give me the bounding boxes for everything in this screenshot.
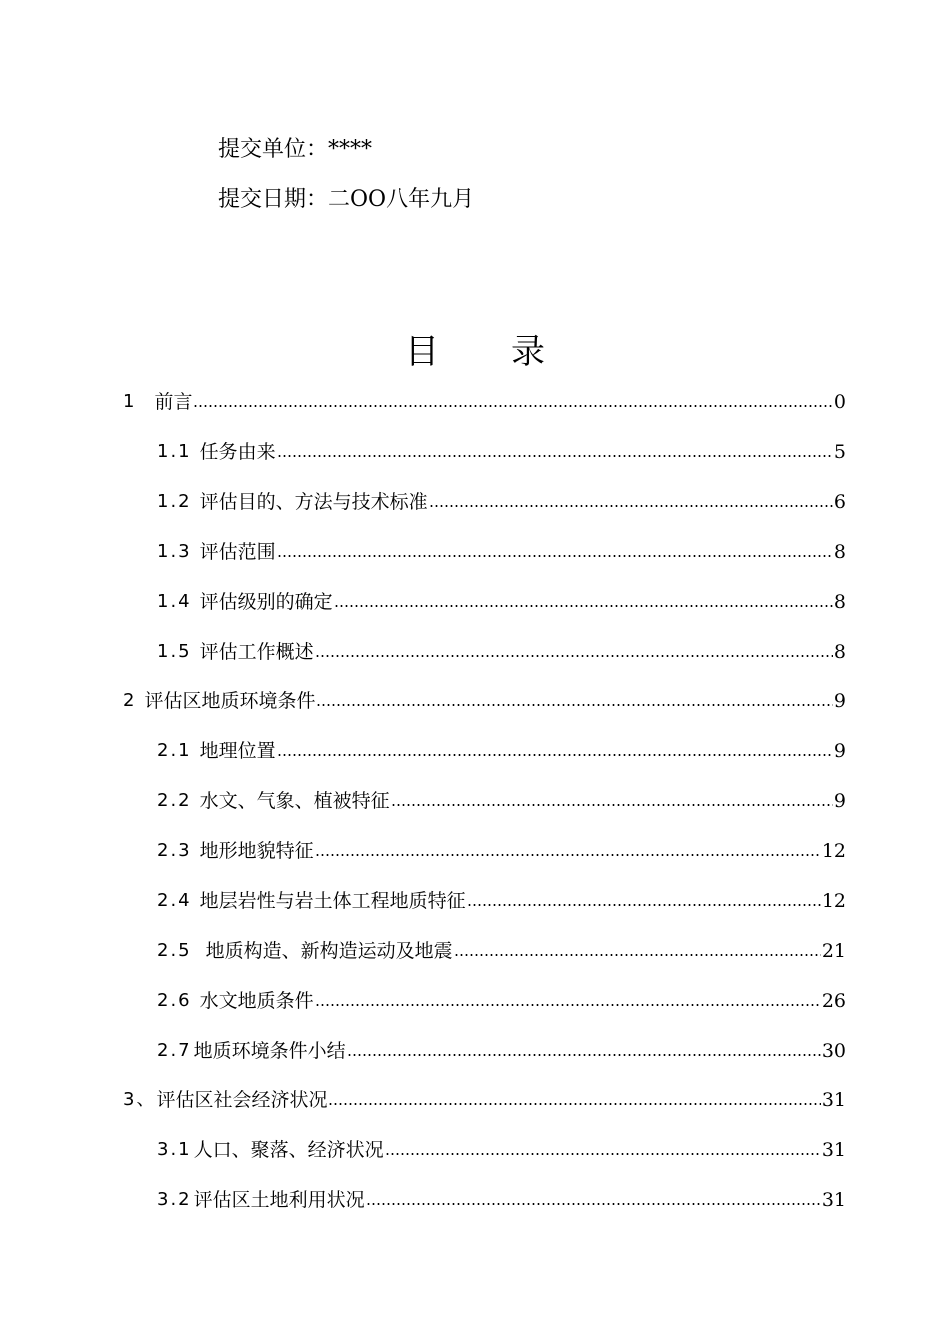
toc-leader-dots xyxy=(315,653,833,659)
toc-entry[interactable] xyxy=(157,636,846,664)
toc-entry[interactable] xyxy=(157,885,846,913)
toc-entry-page: 9 xyxy=(833,790,846,812)
toc-entry-number: 1.1 xyxy=(157,441,192,462)
toc-entry-page: 12 xyxy=(821,890,846,912)
toc-entry-number: 3、 xyxy=(123,1089,157,1110)
toc-entry[interactable] xyxy=(157,486,846,514)
toc-entry[interactable] xyxy=(157,935,846,963)
toc-title xyxy=(0,330,950,374)
toc-entry-title: 水文、气象、植被特征 xyxy=(199,790,390,812)
toc-leader-dots xyxy=(328,1101,820,1107)
toc-entry-page: 9 xyxy=(833,740,846,762)
toc-entry[interactable] xyxy=(157,985,846,1013)
toc-leader-dots xyxy=(277,453,833,459)
toc-entry[interactable] xyxy=(123,1084,846,1112)
toc-entry[interactable] xyxy=(157,785,846,813)
toc-entry-number: 1.5 xyxy=(157,641,192,662)
toc-leader-dots xyxy=(429,503,833,509)
toc-entry[interactable] xyxy=(157,735,846,763)
toc-entry-number: 3.2 xyxy=(157,1189,192,1210)
toc-entry-number: 2.6 xyxy=(157,990,192,1011)
toc-entry-page: 21 xyxy=(821,940,846,962)
toc-leader-dots xyxy=(454,952,821,958)
toc-entry-title: 地形地貌特征 xyxy=(199,840,314,862)
toc-entry-number: 2.5 xyxy=(157,940,192,961)
toc-entry-title: 评估工作概述 xyxy=(199,641,314,663)
toc-entry[interactable] xyxy=(157,536,846,564)
toc-entry-page: 8 xyxy=(833,541,846,563)
submission-date-line xyxy=(218,185,474,215)
toc-leader-dots xyxy=(277,553,833,559)
toc-entry-title: 评估区地质环境条件 xyxy=(144,690,316,712)
toc-entry-page: 6 xyxy=(833,491,846,513)
toc-entry-page: 8 xyxy=(833,591,846,613)
toc-entry-title: 评估范围 xyxy=(199,541,276,563)
toc-entry-title: 地质构造、新构造运动及地震 xyxy=(205,940,453,962)
toc-entry-number: 3.1 xyxy=(157,1139,192,1160)
toc-entry-number: 1 xyxy=(123,391,137,412)
toc-entry-title: 人口、聚落、经济状况 xyxy=(193,1139,384,1161)
toc-entry-page: 5 xyxy=(833,441,846,463)
toc-leader-dots xyxy=(193,403,832,409)
submission-unit-value: **** xyxy=(328,137,373,162)
toc-leader-dots xyxy=(334,603,833,609)
toc-leader-dots xyxy=(366,1201,821,1207)
toc-entry-number: 2.7 xyxy=(157,1040,192,1061)
toc-leader-dots xyxy=(467,902,821,908)
toc-entry-title: 评估级别的确定 xyxy=(199,591,333,613)
toc-entry-page: 26 xyxy=(821,990,846,1012)
toc-leader-dots xyxy=(315,852,821,858)
toc-entry[interactable] xyxy=(123,685,846,713)
toc-entry-number: 1.4 xyxy=(157,591,192,612)
toc-entry[interactable] xyxy=(123,386,846,414)
toc-entry-number: 2.2 xyxy=(157,790,192,811)
toc-entry-number: 2 xyxy=(123,690,137,711)
toc-entry-page: 8 xyxy=(833,641,846,663)
toc-entry-page: 31 xyxy=(821,1139,846,1161)
toc-title-part2: 录 xyxy=(511,332,545,372)
submission-date-value: 二OO八年九月 xyxy=(328,187,475,212)
toc-leader-dots xyxy=(316,702,832,708)
toc-leader-dots xyxy=(391,802,833,808)
toc-entry-page: 30 xyxy=(821,1040,846,1062)
toc-entry-title: 水文地质条件 xyxy=(199,990,314,1012)
toc-entry-page: 31 xyxy=(821,1189,846,1211)
toc-entry-title: 评估区土地利用状况 xyxy=(193,1189,365,1211)
toc-entry-number: 1.2 xyxy=(157,491,192,512)
toc-entry-page: 0 xyxy=(833,391,846,413)
toc-entry[interactable] xyxy=(157,1035,846,1063)
toc-title-part1: 目 xyxy=(405,332,439,372)
toc-leader-dots xyxy=(347,1052,821,1058)
toc-entry-title: 前言 xyxy=(154,391,193,413)
toc-entry-page: 9 xyxy=(833,690,846,712)
submission-date-label: 提交日期： xyxy=(218,187,329,212)
toc-entry-title: 地理位置 xyxy=(199,740,276,762)
toc-leader-dots xyxy=(315,1002,821,1008)
toc-entry-number: 1.3 xyxy=(157,541,192,562)
toc-entry[interactable] xyxy=(157,436,846,464)
toc-entry-number: 2.4 xyxy=(157,890,192,911)
toc-entry-title: 任务由来 xyxy=(199,441,276,463)
toc-leader-dots xyxy=(385,1151,821,1157)
toc-entry-page: 31 xyxy=(821,1089,846,1111)
toc-entry[interactable] xyxy=(157,586,846,614)
toc-entry-number: 2.1 xyxy=(157,740,192,761)
toc-leader-dots xyxy=(277,752,833,758)
toc-entry-title: 地质环境条件小结 xyxy=(193,1040,346,1062)
toc-entry-title: 评估目的、方法与技术标准 xyxy=(199,491,428,513)
toc-entry[interactable] xyxy=(157,835,846,863)
toc-entry-title: 地层岩性与岩土体工程地质特征 xyxy=(199,890,466,912)
toc-entry[interactable] xyxy=(157,1134,846,1162)
toc-entry-title: 评估区社会经济状况 xyxy=(156,1089,328,1111)
submission-unit-label: 提交单位： xyxy=(218,137,329,162)
toc-entry-page: 12 xyxy=(821,840,846,862)
toc-entry[interactable] xyxy=(157,1184,846,1212)
toc-entry-number: 2.3 xyxy=(157,840,192,861)
submission-unit-line xyxy=(218,135,372,165)
